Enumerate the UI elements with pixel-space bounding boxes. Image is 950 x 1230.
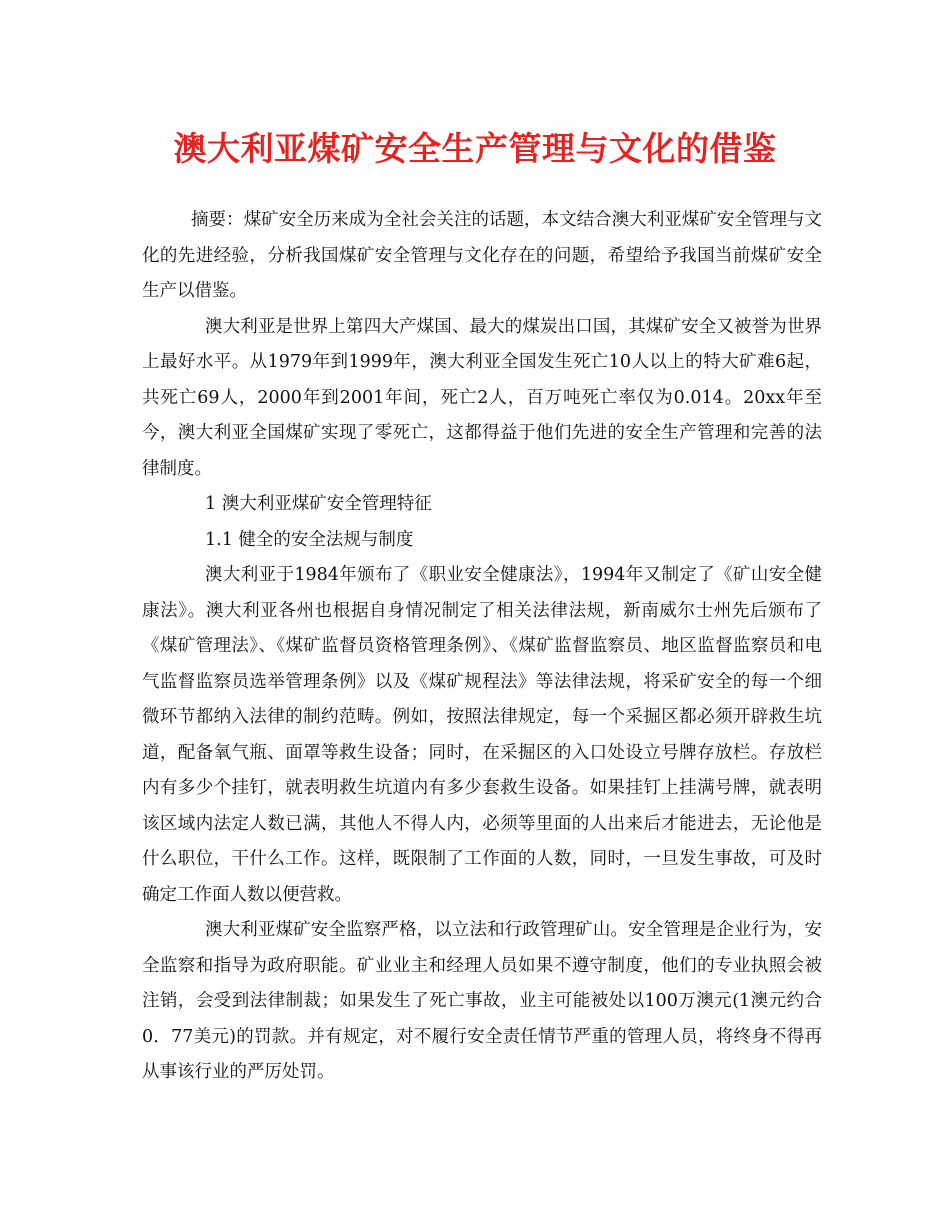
subsection-heading-1-1: 1.1 健全的安全法规与制度	[205, 529, 414, 550]
body-paragraph-3: 澳大利亚煤矿安全监察严格，以立法和行政管理矿山。安全管理是企业行为，安全监察和指导为政府职能。矿业业主和经理人员如果不遵守制度，他们的专业执照会被注销，会受到法律制裁；如果发生了死亡事故，业主可能被处以100万澳元(1澳元约合0．77美元)的罚款。并有规定，对不履行安全责任情节严重的管理人员，将终身不得再从事该行业的严厉处罚。	[142, 920, 822, 1082]
body-paragraph-2: 澳大利亚于1984年颁布了《职业安全健康法》，1994年又制定了《矿山安全健康法》。澳大利亚各州也根据自身情况制定了相关法律法规，新南威尔士州先后颁布了《煤矿管理法》、《煤矿监督员资格管理条例》、《煤矿监督监察员、地区监督监察员和电气监督监察员选举管理条例》以及《煤矿规程法》等法律法规，将采矿安全的每一个细微环节都纳入法律的制约范畴。例如，按照法律规定，每一个采掘区都必须开辟救生坑道，配备氧气瓶、面罩等救生设备；同时，在采掘区的入口处设立号牌存放栏。存放栏内有多少个挂钉，就表明救生坑道内有多少套救生设备。如果挂钉上挂满号牌，就表明该区域内法定人数已满，其他人不得人内，必须等里面的人出来后才能进去，无论他是什么职位，干什么工作。这样，既限制了工作面的人数，同时，一旦发生事故，可及时确定工作面人数以便营救。	[142, 565, 822, 905]
abstract-paragraph: 摘要：煤矿安全历来成为全社会关注的话题，本文结合澳大利亚煤矿安全管理与文化的先进经验，分析我国煤矿安全管理与文化存在的问题，希望给予我国当前煤矿安全生产以借鉴。	[142, 210, 822, 301]
body-paragraph-1: 澳大利亚是世界上第四大产煤国、最大的煤炭出口国，其煤矿安全又被誉为世界上最好水平。从1979年到1999年，澳大利亚全国发生死亡10人以上的特大矿难6起，共死亡69人，2000年到2001年间，死亡2人，百万吨死亡率仅为0.014。20xx年至今，澳大利亚全国煤矿实现了零死亡，这都得益于他们先进的安全生产管理和完善的法律制度。	[142, 316, 822, 479]
section-heading-1: 1 澳大利亚煤矿安全管理特征	[205, 494, 432, 514]
document-title: 澳大利亚煤矿安全生产管理与文化的借鉴	[173, 129, 777, 168]
document-body	[142, 203, 822, 1091]
